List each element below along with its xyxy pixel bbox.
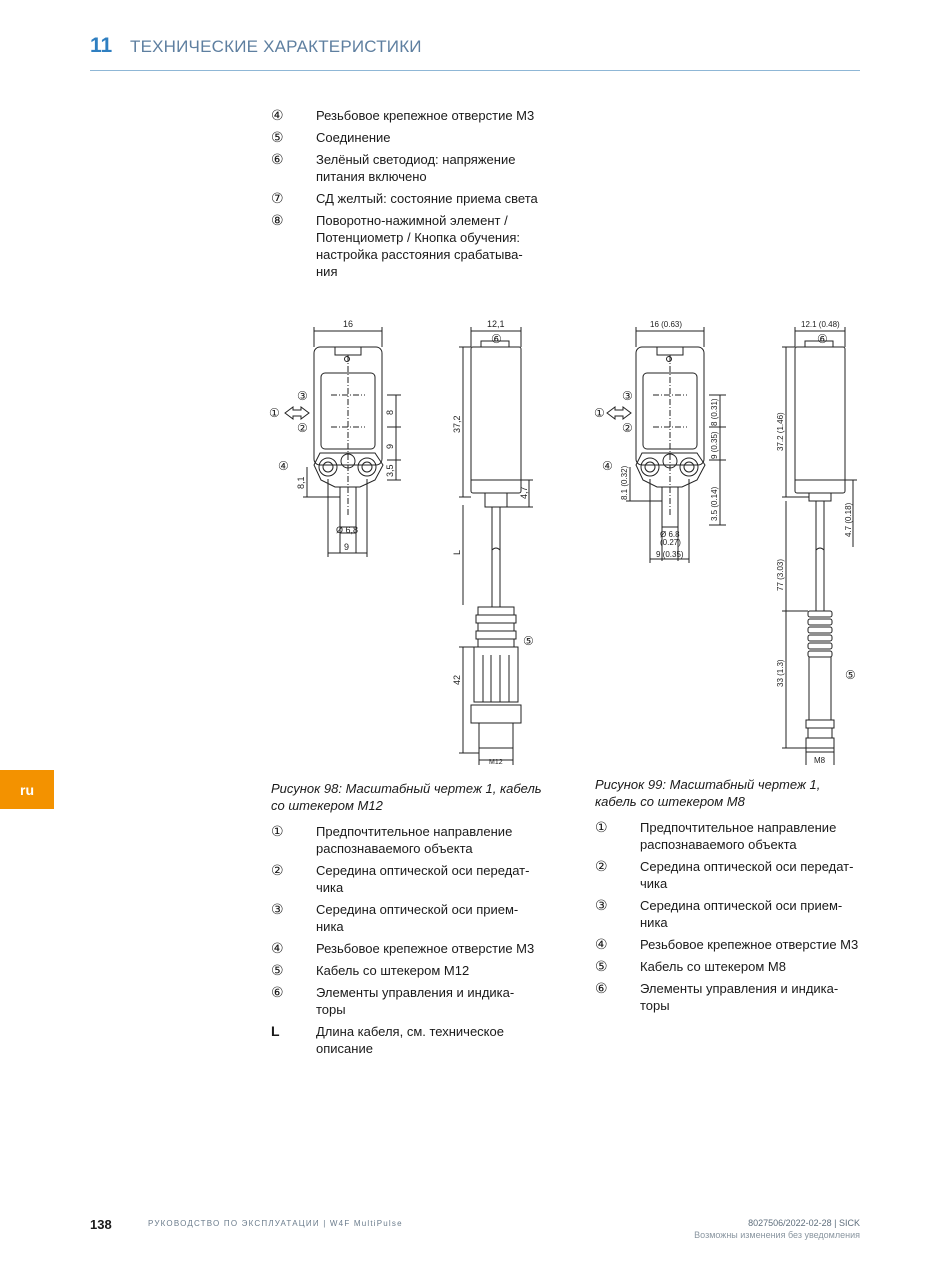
figure98-legend (271, 823, 543, 1062)
footer-doc-ref: 8027506/2022-02-28 | SICK (748, 1218, 860, 1228)
callout-label: ④ (602, 459, 613, 473)
item-text: Резьбовое крепежное отверстие М3 (316, 108, 535, 123)
footer-note: Возможны изменения без уведомления (694, 1230, 860, 1240)
item-text: Соединение (316, 130, 391, 145)
dim-label: 77 (3.03) (776, 558, 785, 591)
dim-label: 37.2 (1.46) (776, 412, 785, 451)
item-number: ③ (271, 901, 284, 917)
item-number: ① (595, 819, 608, 835)
item-number: ⑥ (271, 984, 284, 1000)
dim-label: 33 (1.3) (776, 659, 785, 687)
dim-label: 8.1 (0.32) (620, 465, 629, 500)
callout-label: ⑤ (523, 634, 534, 648)
list-item (595, 897, 867, 931)
list-item (595, 936, 867, 953)
list-item (271, 151, 543, 185)
item-number: ② (271, 862, 284, 878)
item-text: Резьбовое крепежное отверстие М3 (316, 941, 535, 956)
page-header (90, 30, 860, 71)
item-number: ④ (271, 107, 284, 123)
item-text: СД желтый: состояние приема света (316, 191, 538, 206)
dim-label: 16 (0.63) (650, 320, 683, 329)
list-item (595, 980, 867, 1014)
dim-label: 9 (344, 542, 350, 552)
dim-label: Ø 6,8 (336, 525, 359, 535)
callout-label: ③ (297, 389, 308, 403)
dim-label: 8,1 (296, 476, 306, 489)
item-number: L (271, 1023, 280, 1039)
item-number: ⑥ (271, 151, 284, 167)
item-number: ⑤ (271, 129, 284, 145)
item-number: ⑤ (595, 958, 608, 974)
item-number: ③ (595, 897, 608, 913)
callout-label: ④ (278, 459, 289, 473)
dim-label: M12 (489, 759, 503, 766)
callout-label: ⑥ (491, 332, 502, 346)
item-text: Кабель со штекером M8 (640, 959, 786, 974)
callout-label: ② (297, 421, 308, 435)
list-item (271, 1023, 543, 1057)
dim-label: 3.5 (0.14) (710, 486, 719, 521)
item-text: Резьбовое крепежное отверстие М3 (640, 937, 859, 952)
list-item (271, 984, 543, 1018)
item-number: ⑥ (595, 980, 608, 996)
figure99-drawing (590, 315, 870, 770)
item-text: Элементы управления и индика-торы (316, 985, 515, 1017)
list-item (271, 107, 543, 124)
callout-label: ⑤ (845, 668, 856, 682)
figure99-caption: Рисунок 99: Масштабный чертеж 1, кабель со штекером M8 (595, 777, 821, 809)
list-item (271, 823, 543, 857)
list-item (595, 858, 867, 892)
dim-label: 12,1 (487, 319, 505, 329)
item-number: ⑧ (271, 212, 284, 228)
list-item (595, 819, 867, 853)
language-tab: ru (0, 770, 54, 809)
dim-label: 4,7 (519, 486, 529, 499)
figure98-caption: Рисунок 98: Масштабный чертеж 1, кабель со штекером M12 (271, 781, 542, 813)
dim-label: 8 (385, 409, 395, 415)
item-number: ② (595, 858, 608, 874)
item-number: ⑦ (271, 190, 284, 206)
item-text: Поворотно-нажимной элемент / Потенциометр / Кнопка обучения: настройка расстояния срабатыва-ния (316, 213, 523, 279)
item-text: Зелёный светодиод: напряжение питания включено (316, 152, 516, 184)
item-text: Середина оптической оси прием-ника (640, 898, 843, 930)
item-text: Середина оптической оси прием-ника (316, 902, 519, 934)
dim-label: M8 (814, 756, 826, 765)
dim-label: 16 (343, 319, 354, 329)
list-item (271, 212, 543, 280)
dim-label: 8 (0.31) (710, 398, 719, 426)
item-text: Предпочтительное направление распознаваемого объекта (316, 824, 513, 856)
list-item (271, 862, 543, 896)
page-number: 138 (90, 1217, 112, 1232)
item-number: ① (271, 823, 284, 839)
callout-label: ① (594, 406, 605, 420)
footer-manual-title: РУКОВОДСТВО ПО ЭКСПЛУАТАЦИИ | W4F MultiPulse (148, 1219, 403, 1228)
list-item (271, 962, 543, 979)
callout-label: ① (269, 406, 280, 420)
item-text: Кабель со штекером M12 (316, 963, 470, 978)
dim-label: 9 (385, 443, 395, 449)
item-number: ⑤ (271, 962, 284, 978)
callout-label: ③ (622, 389, 633, 403)
item-number: ④ (271, 940, 284, 956)
dim-label: 12.1 (0.48) (801, 320, 840, 329)
dim-label: 3,5 (385, 464, 395, 477)
dim-label: 4.7 (0.18) (844, 502, 853, 537)
item-text: Середина оптической оси передат-чика (316, 863, 530, 895)
list-item (271, 940, 543, 957)
item-text: Предпочтительное направление распознаваемого объекта (640, 820, 837, 852)
callout-label: ⑥ (817, 332, 828, 346)
list-item (271, 901, 543, 935)
dim-label: 37,2 (452, 415, 462, 433)
dim-label: Ø 6.8 (660, 530, 680, 539)
dim-label: 9 (0.35) (710, 431, 719, 459)
callout-label: ② (622, 421, 633, 435)
chapter-number: 11 (90, 34, 113, 57)
list-item (271, 190, 543, 207)
dim-label: L (452, 549, 462, 555)
figure99-legend (595, 819, 867, 1019)
list-item (595, 958, 867, 975)
item-text: Длина кабеля, см. техническое описание (316, 1024, 504, 1056)
item-text: Середина оптической оси передат-чика (640, 859, 854, 891)
list-item (271, 129, 543, 146)
dim-label: 42 (452, 674, 462, 685)
dim-label: (0.27) (660, 538, 681, 547)
chapter-title: ТЕХНИЧЕСКИЕ ХАРАКТЕРИСТИКИ (130, 37, 422, 56)
item-text: Элементы управления и индика-торы (640, 981, 839, 1013)
top-legend-list (271, 107, 543, 285)
item-number: ④ (595, 936, 608, 952)
dim-label: 9 (0.35) (656, 550, 684, 559)
figure98-drawing (265, 315, 555, 770)
